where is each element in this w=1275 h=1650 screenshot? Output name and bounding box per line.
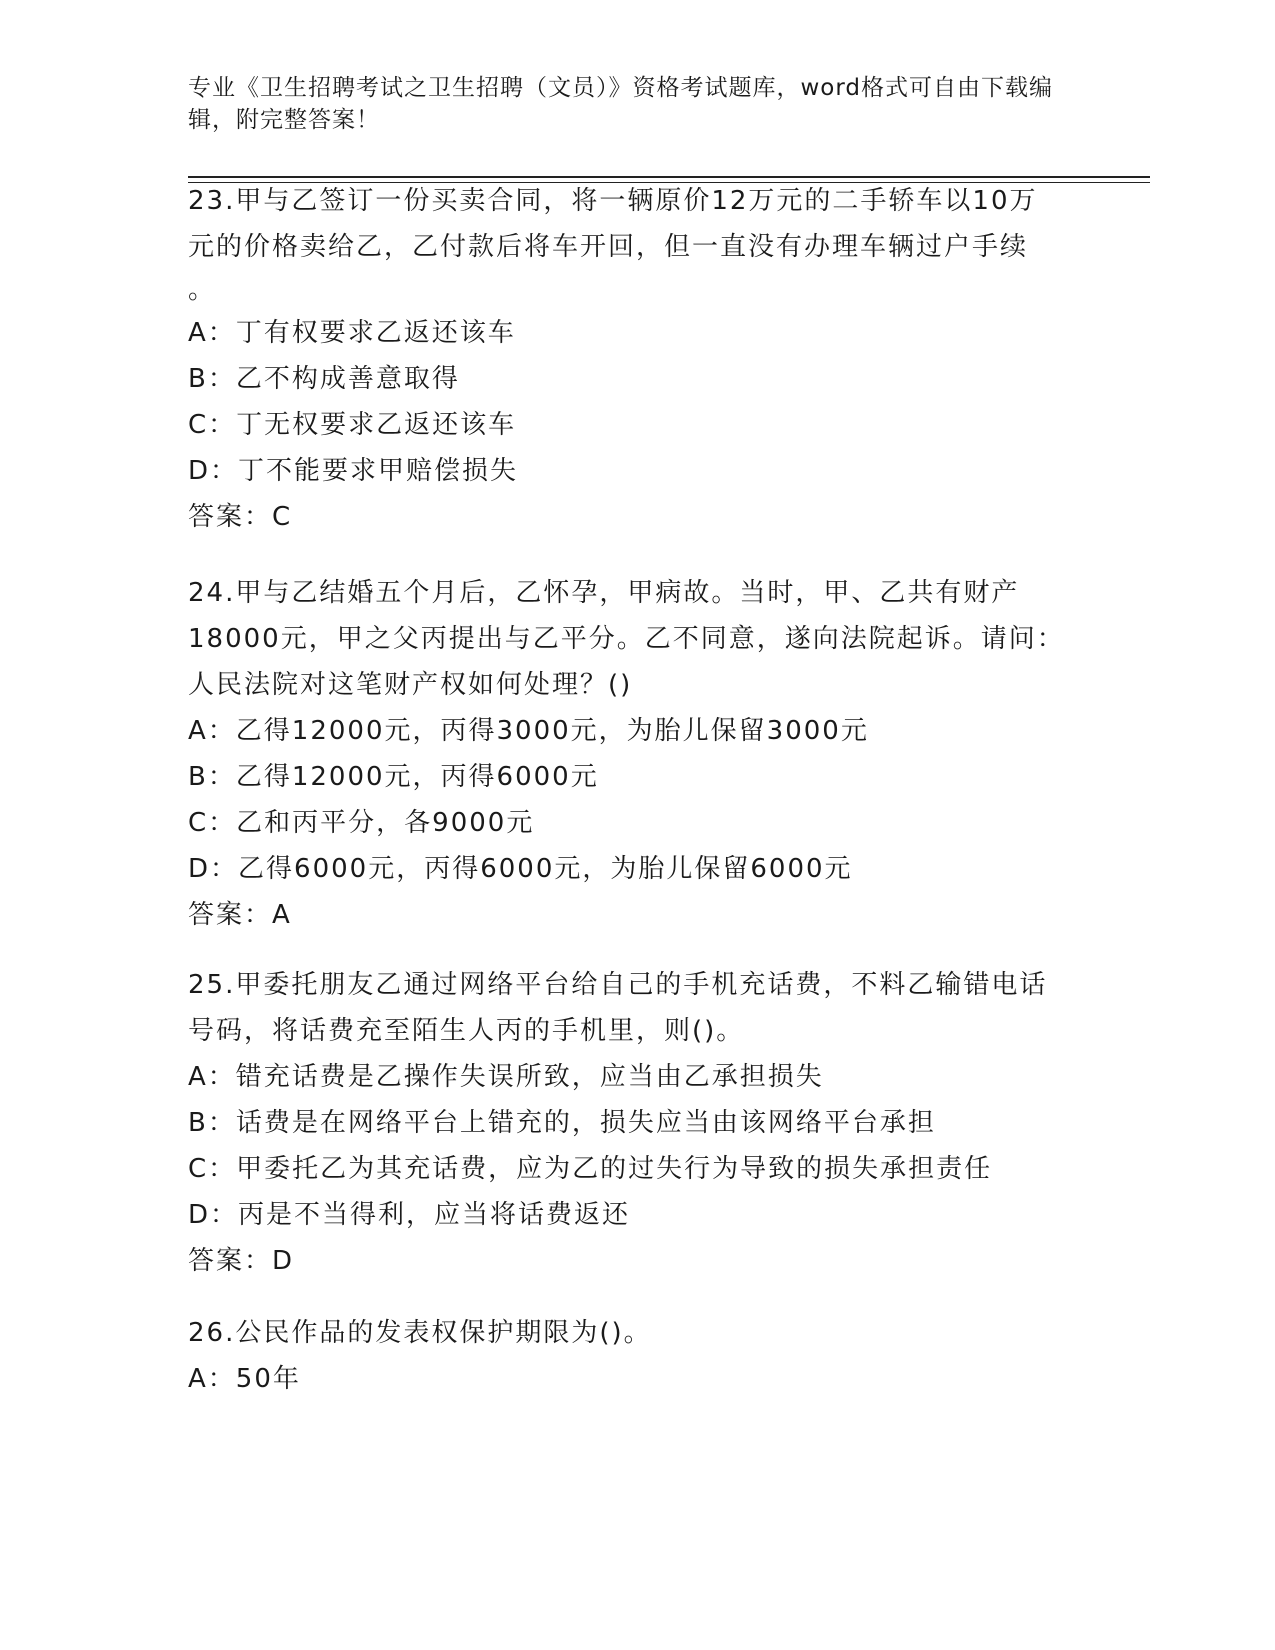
question-25 [188,962,1068,1284]
document-header: 专业《卫生招聘考试之卫生招聘（文员）》资格考试题库，word格式可自由下载编辑，附完整答案！ [188,75,1054,133]
option-d: D：丙是不当得利，应当将话费返还 [188,1200,631,1230]
question-stem-line: 元的价格卖给乙，乙付款后将车开回，但一直没有办理车辆过户手续 [188,232,1029,262]
option-c: C：丁无权要求乙返还该车 [188,410,517,440]
question-24 [188,570,1068,938]
question-stem-line: 26.公民作品的发表权保护期限为()。 [188,1318,652,1348]
option-a: A：丁有权要求乙返还该车 [188,318,516,348]
option-a: A：50年 [188,1364,301,1394]
question-stem-line: 号码，将话费充至陌生人丙的手机里，则()。 [188,1016,745,1046]
question-26 [188,1310,1068,1402]
option-d: D：乙得6000元，丙得6000元，为胎儿保留6000元 [188,854,853,884]
option-a: A：错充话费是乙操作失误所致，应当由乙承担损失 [188,1062,824,1092]
question-stem-line: 。 [188,275,217,305]
option-c: C：乙和丙平分，各9000元 [188,808,535,838]
question-stem-line: 23.甲与乙签订一份买卖合同，将一辆原价12万元的二手轿车以10万 [188,186,1038,216]
answer-label: 答案：A [188,900,292,930]
answer-label: 答案：D [188,1246,295,1276]
option-a: A：乙得12000元，丙得3000元，为胎儿保留3000元 [188,716,869,746]
question-stem-line: 24.甲与乙结婚五个月后，乙怀孕，甲病故。当时，甲、乙共有财产 [188,578,1020,608]
option-b: B：乙得12000元，丙得6000元 [188,762,599,792]
question-stem-line: 18000元，甲之父丙提出与乙平分。乙不同意，遂向法院起诉。请问： [188,624,1065,654]
option-d: D：丁不能要求甲赔偿损失 [188,456,519,486]
option-b: B：话费是在网络平台上错充的，损失应当由该网络平台承担 [188,1108,936,1138]
answer-label: 答案：C [188,502,293,532]
question-stem-line: 25.甲委托朋友乙通过网络平台给自己的手机充话费，不料乙输错电话 [188,970,1048,1000]
option-c: C：甲委托乙为其充话费，应为乙的过失行为导致的损失承担责任 [188,1154,993,1184]
question-23 [188,178,1068,540]
question-stem-line: 人民法院对这笔财产权如何处理？() [188,670,633,700]
option-b: B：乙不构成善意取得 [188,364,460,394]
